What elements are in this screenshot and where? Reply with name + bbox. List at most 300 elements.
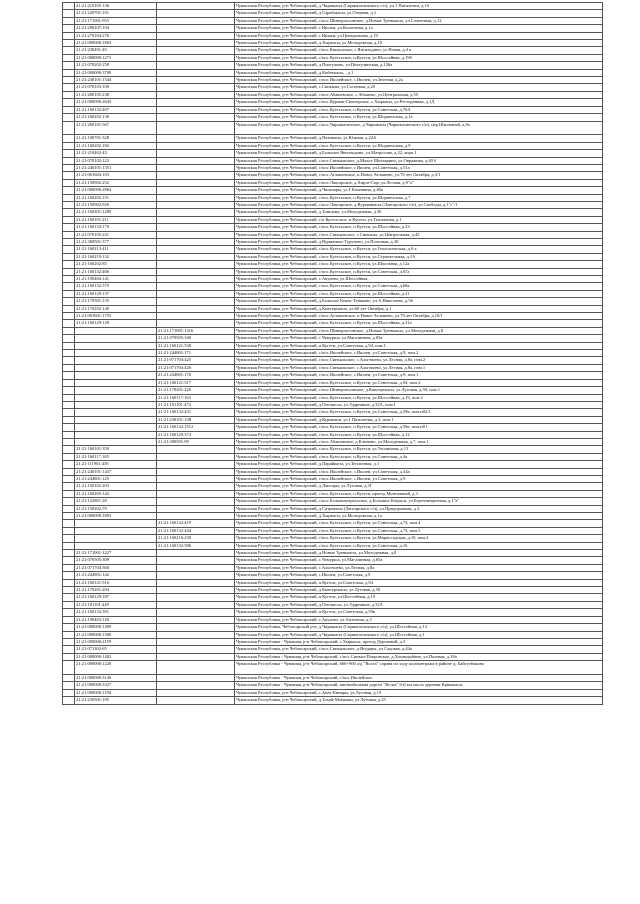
premises-cadastral-number-cell bbox=[157, 661, 235, 675]
table-row bbox=[63, 416, 603, 423]
address-cell: Чувашская Республика, р-н Чебоксарский, с/пос.Кугесьское, п.Кугеси, ул.Советская, д.16 bbox=[235, 542, 603, 549]
premises-cadastral-number-cell: 21:21:160216:230 bbox=[157, 535, 235, 542]
row-number-cell bbox=[63, 150, 75, 157]
address-cell: Чувашская Республика, р-н Чебоксарский, с.Ишаки, ул.Центральная, д.19 bbox=[235, 32, 603, 39]
address-cell: Чувашская Республика, р-н Чебоксарский, д.Хыркасы, ул.Молодежная, д.10 bbox=[235, 40, 603, 47]
address-cell: Чувашская Республика, р-н Чебоксарский, с/пос.Кугесьское, п.Кугеси, ул.Шоссейная, д.19, пом.2 bbox=[235, 394, 603, 401]
row-number-cell bbox=[63, 32, 75, 39]
premises-cadastral-number-cell: 21:21:160129:374 bbox=[157, 431, 235, 438]
row-number-cell bbox=[63, 689, 75, 696]
address-cell: Чувашская Республика, р-н Чебоксарский, д.Курмыши, ул.1 Пятилетки, д.3, пом.1 bbox=[235, 416, 603, 423]
row-number-cell bbox=[63, 697, 75, 704]
premises-cadastral-number-cell bbox=[157, 201, 235, 208]
cadastral-number-cell: 21:21:160202:182 bbox=[75, 142, 157, 149]
cadastral-number-cell: 21:21:000000:3146 bbox=[75, 674, 157, 681]
table-row bbox=[63, 283, 603, 290]
premises-cadastral-number-cell: 21:21:160132:431 bbox=[157, 409, 235, 416]
cadastral-number-cell: 21:21:000000:1500 bbox=[75, 631, 157, 638]
premises-cadastral-number-cell bbox=[157, 616, 235, 623]
premises-cadastral-number-cell bbox=[157, 609, 235, 616]
premises-cadastral-number-cell: 21:21:244801:170 bbox=[157, 372, 235, 379]
premises-cadastral-number-cell bbox=[157, 674, 235, 681]
row-number-cell bbox=[63, 69, 75, 76]
table-row bbox=[63, 54, 603, 61]
premises-cadastral-number-cell bbox=[157, 557, 235, 564]
row-number-cell bbox=[63, 268, 75, 275]
premises-cadastral-number-cell: 21:21:160132:396 bbox=[157, 542, 235, 549]
table-row bbox=[63, 498, 603, 505]
address-cell: Чувашская Республика, р-н Чебоксарский, д.Лапсары, ул.Луговая, д.5Г bbox=[235, 483, 603, 490]
row-number-cell bbox=[63, 364, 75, 371]
premises-cadastral-number-cell: 21:21:230101:138 bbox=[157, 416, 235, 423]
row-number-cell bbox=[63, 261, 75, 268]
table-row bbox=[63, 40, 603, 47]
cadastral-number-cell: 21:21:244801:125 bbox=[75, 475, 157, 482]
table-row bbox=[63, 394, 603, 401]
address-cell: Чувашская Республика, р-н Чебоксарский, с/пос.Лапсарское, д.Вурманкасы (Лапсарского с/п), ул.Свободы, д.1"г"/1 bbox=[235, 201, 603, 208]
premises-cadastral-number-cell bbox=[157, 47, 235, 54]
row-number-cell bbox=[63, 121, 75, 135]
cadastral-number-cell: 21:21:170202:140 bbox=[75, 305, 157, 312]
cadastral-number-cell bbox=[75, 350, 157, 357]
address-cell: Чувашская Республика, р-н Чебоксарский, с/пос.Синьяльское, с.Альгешево, ул.Лесная, д.8а, пом.2 bbox=[235, 357, 603, 364]
premises-cadastral-number-cell: 21:21:160117:163 bbox=[157, 394, 235, 401]
row-number-cell bbox=[63, 283, 75, 290]
premises-cadastral-number-cell: 21:21:160132:1512 bbox=[157, 424, 235, 431]
cadastral-number-cell: 21:21:122801:28 bbox=[75, 498, 157, 505]
cadastral-number-cell: 21:21:000000:2645 bbox=[75, 99, 157, 106]
row-number-cell bbox=[63, 47, 75, 54]
address-cell: Чувашская Республика, р-н Чебоксарский, д.Большое Князь-Теняково, ул.А.Николаева, д.56 bbox=[235, 298, 603, 305]
row-number-cell bbox=[63, 157, 75, 164]
address-cell: Чувашская Республика, р-н Чебоксарский, д.Тоншово, ул.Молодежная, д.30 bbox=[235, 209, 603, 216]
address-cell: Чувашская Республика, р-н Чебоксарский, с/пос.Синьяльское, д.Малое Шигаарино, ул.Овражная, д.40 б bbox=[235, 157, 603, 164]
premises-cadastral-number-cell bbox=[157, 114, 235, 121]
address-cell: Чувашская Республика, р-н Чебоксарский, с/пос.Шинерпосинское, д.Новые Тренькасы, ул.Молодежная, д.8 bbox=[235, 327, 603, 334]
table-row bbox=[63, 638, 603, 645]
cadastral-number-cell: 21:21:160202:151 bbox=[75, 194, 157, 201]
address-cell: Чувашская Республика, р-н Чебоксарский, д.Оитапосы, ул.Ударников, д.32А bbox=[235, 601, 603, 608]
premises-cadastral-number-cell bbox=[157, 69, 235, 76]
row-number-cell bbox=[63, 40, 75, 47]
premises-cadastral-number-cell bbox=[157, 305, 235, 312]
table-row bbox=[63, 164, 603, 171]
table-row bbox=[63, 490, 603, 497]
cadastral-number-cell: 21:21:160132:407 bbox=[75, 106, 157, 113]
premises-cadastral-number-cell bbox=[157, 550, 235, 557]
cadastral-number-cell: 21:21:101101:449 bbox=[75, 601, 157, 608]
table-row bbox=[63, 327, 603, 334]
address-cell: Чувашская Республика - Чувашия, р-н Чебоксарский, 666+900 а/д "Волга" справа по ходу километража в районе д. Байгулбакино bbox=[235, 661, 603, 675]
premises-cadastral-number-cell bbox=[157, 283, 235, 290]
address-cell: Чувашская Республика, р-н Чебоксарский, с.Ишлеи, ул.Советская, д.9 bbox=[235, 572, 603, 579]
table-row bbox=[63, 453, 603, 460]
row-number-cell bbox=[63, 54, 75, 61]
table-row bbox=[63, 682, 603, 689]
address-cell: Чувашская Республика, р-н Чебоксарский, д.Сятракасы (Лапсарского с/п), ул.Придорожная, д.3 bbox=[235, 505, 603, 512]
row-number-cell bbox=[63, 3, 75, 10]
premises-cadastral-number-cell bbox=[157, 25, 235, 32]
row-number-cell bbox=[63, 357, 75, 364]
cadastral-number-cell: 21:21:260101:567 bbox=[75, 121, 157, 135]
table-row bbox=[63, 697, 603, 704]
premises-cadastral-number-cell bbox=[157, 10, 235, 17]
premises-cadastral-number-cell bbox=[157, 261, 235, 268]
premises-cadastral-number-cell bbox=[157, 172, 235, 179]
table-row bbox=[63, 209, 603, 216]
address-cell: Чувашская Республика, р-н Чебоксарский, с/пос.Кугесьское, п.Кугеси, ул.Шоршелская, д.7 bbox=[235, 194, 603, 201]
address-cell: Чувашская Республика, р-н Чебоксарский, д.Тохой-Мамыши, ул.Луговая, д.25 bbox=[235, 697, 603, 704]
table-row bbox=[63, 601, 603, 608]
table-row bbox=[63, 172, 603, 179]
premises-cadastral-number-cell bbox=[157, 587, 235, 594]
cadastral-number-cell: 21:21:000000:1482 bbox=[75, 653, 157, 660]
address-cell: Чувашская Республика, р-н Чебоксарский, с/пос.Кугесьское, п.Кугеси, ул.Советская, д.59в, пом.н02/1 bbox=[235, 409, 603, 416]
table-row bbox=[63, 513, 603, 520]
cadastral-number-cell bbox=[75, 424, 157, 431]
table-row bbox=[63, 187, 603, 194]
address-cell: Чувашская Республика - Чувашия, р-н Чебоксарский, с/пос.Синьял-Покровское, д.Хохандыбино, ул.Полевая, д.18а bbox=[235, 653, 603, 660]
cadastral-number-cell: 21:21:070105:221 bbox=[75, 231, 157, 238]
table-row bbox=[63, 216, 603, 223]
row-number-cell bbox=[63, 535, 75, 542]
address-cell: Чувашская Республика, р-н Чебоксарский, с/пос.Синьяльское, д.Ягудары, ул.Садовая, д.44а bbox=[235, 646, 603, 653]
premises-cadastral-number-cell: 21:21:200501:99 bbox=[157, 438, 235, 445]
table-row bbox=[63, 62, 603, 69]
table-row bbox=[63, 357, 603, 364]
row-number-cell bbox=[63, 372, 75, 379]
cadastral-number-cell: 21:21:170501:135 bbox=[75, 298, 157, 305]
address-cell: Чувашская Республика, р-н Чебоксарский, с/пос.Кугесьское, п.Кугеси, ул.Советская, д.74, пом.5 bbox=[235, 527, 603, 534]
cadastral-number-cell bbox=[75, 520, 157, 527]
row-number-cell bbox=[63, 216, 75, 223]
table-row bbox=[63, 438, 603, 445]
table-row bbox=[63, 483, 603, 490]
table-row bbox=[63, 121, 603, 135]
row-number-cell bbox=[63, 682, 75, 689]
premises-cadastral-number-cell bbox=[157, 91, 235, 98]
cadastral-number-cell: 21:21:000000:1499 bbox=[75, 624, 157, 631]
cadastral-number-cell: 21:21:000000:3708 bbox=[75, 69, 157, 76]
address-cell: Чувашская Республика, р-н Чебоксарский, с/пос.Шинерпосинское, д.Кивсерткасы, ул.Луговая, д.50, пом.1 bbox=[235, 387, 603, 394]
premises-cadastral-number-cell bbox=[157, 697, 235, 704]
row-number-cell bbox=[63, 653, 75, 660]
table-row bbox=[63, 550, 603, 557]
table-row bbox=[63, 409, 603, 416]
address-cell: Чувашская Республика, р-н Чебоксарский, д.Пихтулино, ул.Пихтулинская, д.126а bbox=[235, 62, 603, 69]
row-number-cell bbox=[63, 194, 75, 201]
cadastral-number-cell: 21:21:250501:195 bbox=[75, 697, 157, 704]
address-cell: Чувашская Республика, р-н Чебоксарский, д.Сарабакасы, ул.Озерная, д.1 bbox=[235, 10, 603, 17]
cadastral-number-cell: 21:21:240101:1437 bbox=[75, 468, 157, 475]
row-number-cell bbox=[63, 624, 75, 631]
address-cell: Чувашская Республика, р-н Чебоксарский, с/пос.Кугесьское, п.Кугеси, ул.Советская, д.67а bbox=[235, 268, 603, 275]
table-row bbox=[63, 401, 603, 408]
address-cell: Чувашская Республика, р-н Чебоксарский, с/пос.Кугесьское, п.Кугеси, ул.Советская, д.4а bbox=[235, 453, 603, 460]
row-number-cell bbox=[63, 424, 75, 431]
address-cell: Чувашская Республика, р-н Чебоксарский, п.Кугеси, ул.Советская, д.94, пом.1 bbox=[235, 342, 603, 349]
cadastral-number-cell: 21:21:171001:1227 bbox=[75, 550, 157, 557]
premises-cadastral-number-cell: 21:21:070505:346 bbox=[157, 335, 235, 342]
address-cell: Чувашская Республика, р-н Чебоксарский, д.Большое Янгильдино, ул.Матросова, д.22, корп.1 bbox=[235, 150, 603, 157]
table-row bbox=[63, 194, 603, 201]
address-cell: Чувашская Республика, р-н Чебоксарский, с/пос.Ишлейское, с.Ишлеи, ул.Советская, д.9, пом.1 bbox=[235, 372, 603, 379]
row-number-cell bbox=[63, 25, 75, 32]
row-number-cell bbox=[63, 609, 75, 616]
table-row bbox=[63, 91, 603, 98]
row-number-cell bbox=[63, 10, 75, 17]
premises-cadastral-number-cell: 21:21:101101:474 bbox=[157, 401, 235, 408]
row-number-cell bbox=[63, 520, 75, 527]
table-row bbox=[63, 387, 603, 394]
row-number-cell bbox=[63, 342, 75, 349]
table-row bbox=[63, 142, 603, 149]
table-row bbox=[63, 290, 603, 297]
address-cell: Чувашская Республика, р-н Чебоксарский, с/пос.Кугесьское, п.Кугеси, ул.Геологическая, д.6 а bbox=[235, 246, 603, 253]
row-number-cell bbox=[63, 201, 75, 208]
premises-cadastral-number-cell bbox=[157, 601, 235, 608]
cadastral-number-cell: 21:21:160121:516 bbox=[75, 579, 157, 586]
address-cell: Чувашская Республика, р-н Чебоксарский, д.Чиршкасы (Сирмапосинского с/п), ул.Шоссейная, д.1 bbox=[235, 631, 603, 638]
premises-cadastral-number-cell bbox=[157, 17, 235, 24]
address-cell: Чувашская Республика, р-н Чебоксарский, д.Кивсерткасы, ул.Луговая, д.50 bbox=[235, 587, 603, 594]
cadastral-number-cell bbox=[75, 387, 157, 394]
premises-cadastral-number-cell bbox=[157, 40, 235, 47]
row-number-cell bbox=[63, 490, 75, 497]
premises-cadastral-number-cell: 21:21:071704:425 bbox=[157, 357, 235, 364]
cadastral-number-cell: 21:21:160202:136 bbox=[75, 114, 157, 121]
address-cell: Чувашская Республика, р-н Чебоксарский, с.Акулево, ул.Аптечная, д.5 bbox=[235, 616, 603, 623]
cadastral-number-cell: 21:21:070202:258 bbox=[75, 62, 157, 69]
address-cell: Чувашская Республика, р-н Чебоксарский, с/пос.Ишлейское, с.Ишлеи, ул.Советская, д.9, пом.2 bbox=[235, 350, 603, 357]
cadastral-number-cell: 21:21:071302:65 bbox=[75, 646, 157, 653]
address-cell: Чувашская Республика, р-н Чебоксарский, с.Анат-Киняры, ул.Луговая, д.19 bbox=[235, 689, 603, 696]
address-cell: Чувашская Республика, р-н Чебоксарский, с/пос.Синьяльское, с.Альгешево, ул.Лесная, д.8а, пом.1 bbox=[235, 364, 603, 371]
table-row bbox=[63, 646, 603, 653]
cadastral-number-cell bbox=[75, 431, 157, 438]
premises-cadastral-number-cell bbox=[157, 3, 235, 10]
cadastral-number-cell: 21:21:000000:1273 bbox=[75, 54, 157, 61]
premises-cadastral-number-cell bbox=[157, 624, 235, 631]
table-row bbox=[63, 313, 603, 320]
premises-cadastral-number-cell bbox=[157, 231, 235, 238]
table-row bbox=[63, 424, 603, 431]
table-row bbox=[63, 446, 603, 453]
table-row bbox=[63, 3, 603, 10]
cadastral-number-cell: 21:21:160129:137 bbox=[75, 290, 157, 297]
address-cell: Чувашская Республика, р-н Чебоксарский, с/пос.Ишлейское, с.Ишлеи, ул.Советская, д.51а bbox=[235, 164, 603, 171]
cadastral-number-cell: 21:21:000000:1220 bbox=[75, 661, 157, 675]
address-cell: Чувашская Республика - Чувашия, р-н Чебоксарский, автомобильная дорога "Волга" 6-й км около деревни Крикакасы bbox=[235, 682, 603, 689]
table-row bbox=[63, 616, 603, 623]
premises-cadastral-number-cell bbox=[157, 298, 235, 305]
table-row bbox=[63, 535, 603, 542]
row-number-cell bbox=[63, 379, 75, 386]
cadastral-number-cell: 21:21:000000:1804 bbox=[75, 40, 157, 47]
premises-cadastral-number-cell: 21:21:171001:1416 bbox=[157, 327, 235, 334]
cadastral-number-cell: 21:21:160101:211 bbox=[75, 216, 157, 223]
address-cell: Чувашская Республика, р-н Чебоксарский, д.Пятикасы, ул.Южная, д.22А bbox=[235, 135, 603, 142]
row-number-cell bbox=[63, 498, 75, 505]
row-number-cell bbox=[63, 446, 75, 453]
row-number-cell bbox=[63, 431, 75, 438]
registry-body bbox=[63, 3, 603, 705]
address-cell: Чувашская Республика - Чувашия, р-н Чебоксарский, с.Хыркасы, проезд Дорожный, д.3 bbox=[235, 638, 603, 645]
address-cell: Чувашская Республика, р-н Чебоксарский, д.Вурманкас-Туруново, ул.Почтовая, д.30 bbox=[235, 238, 603, 245]
table-row bbox=[63, 99, 603, 106]
address-cell: Чувашская Республика, р-н Чебоксарский, д.Парайкасы, ул.Тепличная, д.1 bbox=[235, 461, 603, 468]
cadastral-number-cell bbox=[75, 335, 157, 342]
row-number-cell bbox=[63, 579, 75, 586]
address-cell: Чувашская Республика, р-н Чебоксарский, д.Новые Тренькасы, ул.Молодежная, д.8 bbox=[235, 550, 603, 557]
row-number-cell bbox=[63, 313, 75, 320]
cadastral-number-cell: 21:21:160213:411 bbox=[75, 246, 157, 253]
row-number-cell bbox=[63, 164, 75, 171]
premises-cadastral-number-cell bbox=[157, 77, 235, 84]
table-row bbox=[63, 47, 603, 54]
premises-cadastral-number-cell bbox=[157, 99, 235, 106]
table-row bbox=[63, 661, 603, 675]
cadastral-number-cell: 21:21:111901:436 bbox=[75, 461, 157, 468]
cadastral-number-cell: 21:21:000000:2159 bbox=[75, 638, 157, 645]
premises-cadastral-number-cell bbox=[157, 682, 235, 689]
premises-cadastral-number-cell bbox=[157, 106, 235, 113]
cadastral-number-cell bbox=[75, 535, 157, 542]
premises-cadastral-number-cell bbox=[157, 689, 235, 696]
table-row bbox=[63, 114, 603, 121]
cadastral-number-cell: 21:21:160133:170 bbox=[75, 224, 157, 231]
cadastral-number-cell: 21:21:160202:85 bbox=[75, 261, 157, 268]
address-cell: Чувашская Республика, Чебоксарский р-н, д.Чиршкасы (Сирмапосинского с/п), ул.Шоссейная, д.13 bbox=[235, 624, 603, 631]
row-number-cell bbox=[63, 557, 75, 564]
row-number-cell bbox=[63, 453, 75, 460]
premises-cadastral-number-cell bbox=[157, 253, 235, 260]
premises-cadastral-number-cell bbox=[157, 638, 235, 645]
table-row bbox=[63, 10, 603, 17]
row-number-cell bbox=[63, 564, 75, 571]
address-cell: Чувашская Республика, р-н Чебоксарский, с/пос.Кшаушское, с.Янгильдино, ул.Новая, д.4 в bbox=[235, 47, 603, 54]
table-row bbox=[63, 201, 603, 208]
cadastral-number-cell: 21:21:270104:276 bbox=[75, 32, 157, 39]
address-cell: Чувашская Республика, р-н Чебоксарский, с/пос.Лапсарское, д.Хирле-Сир, ул.Лесная, д.9"а" bbox=[235, 179, 603, 186]
cadastral-number-cell: 21:21:170201:204 bbox=[75, 587, 157, 594]
row-number-cell bbox=[63, 483, 75, 490]
premises-cadastral-number-cell bbox=[157, 564, 235, 571]
address-cell: Чувашская Республика, р-н Чебоксарский, п.Кугеси, ул.Советская, д.59в bbox=[235, 609, 603, 616]
address-cell: Чувашская Республика, р-н Чебоксарский, с/пос.Кугесьское, п.Кугеси, ул.Шоршелская, д.9 bbox=[235, 142, 603, 149]
address-cell: Чувашская Республика, р-н Чебоксарский, с/пос.Атлашевское, п.Новое Атлашево, ул.70 лет Октября, д.10/1 bbox=[235, 313, 603, 320]
address-cell: Чувашская Республика, р-н Чебоксарский, с/пос.Чиршкасинское, д.Чиршкасы (Чиршкасинского с/п), пер.Школьный, д.9а bbox=[235, 121, 603, 135]
table-row bbox=[63, 564, 603, 571]
premises-cadastral-number-cell bbox=[157, 594, 235, 601]
address-cell: Чувашская Республика, р-н Чебоксарский, с.Чемурша, ул.Магазинная, д.65а bbox=[235, 335, 603, 342]
table-row bbox=[63, 689, 603, 696]
premises-cadastral-number-cell bbox=[157, 483, 235, 490]
row-number-cell bbox=[63, 135, 75, 142]
premises-cadastral-number-cell: 21:21:170201:226 bbox=[157, 387, 235, 394]
address-cell: Чувашская Республика, р-н Чебоксарский, с/пос.Вурман-Сюктерское, с.Хыркасы, ул.Ресторанная, д.1Д bbox=[235, 99, 603, 106]
row-number-cell bbox=[63, 601, 75, 608]
premises-cadastral-number-cell: 21:21:071704:426 bbox=[157, 364, 235, 371]
cadastral-number-cell: 21:21:070103:109 bbox=[75, 84, 157, 91]
table-row bbox=[63, 505, 603, 512]
premises-cadastral-number-cell: 21:21:160121:517 bbox=[157, 379, 235, 386]
row-number-cell bbox=[63, 646, 75, 653]
premises-cadastral-number-cell bbox=[157, 135, 235, 142]
cadastral-number-cell: 21:21:244801:142 bbox=[75, 572, 157, 579]
table-row bbox=[63, 261, 603, 268]
row-number-cell bbox=[63, 394, 75, 401]
address-cell: Чувашская Республика, р-н Чебоксарский, с/пос.Абашевское, с.Абашево, ул.Центральная, д.55 bbox=[235, 91, 603, 98]
table-row bbox=[63, 542, 603, 549]
row-number-cell bbox=[63, 142, 75, 149]
row-number-cell bbox=[63, 674, 75, 681]
row-number-cell bbox=[63, 616, 75, 623]
address-cell: Чувашская Республика - Чувашия, р-н Чебоксарский, с/пос.Ишлейское bbox=[235, 674, 603, 681]
cadastral-number-cell: 21:21:220701:101 bbox=[75, 10, 157, 17]
premises-cadastral-number-cell bbox=[157, 653, 235, 660]
table-row bbox=[63, 520, 603, 527]
cadastral-number-cell bbox=[75, 364, 157, 371]
table-row bbox=[63, 253, 603, 260]
premises-cadastral-number-cell bbox=[157, 572, 235, 579]
premises-cadastral-number-cell bbox=[157, 121, 235, 135]
premises-cadastral-number-cell bbox=[157, 320, 235, 327]
row-number-cell bbox=[63, 461, 75, 468]
premises-cadastral-number-cell bbox=[157, 631, 235, 638]
row-number-cell bbox=[63, 638, 75, 645]
premises-cadastral-number-cell bbox=[157, 164, 235, 171]
cadastral-number-cell bbox=[75, 379, 157, 386]
premises-cadastral-number-cell: 21:21:160132:419 bbox=[157, 520, 235, 527]
premises-cadastral-number-cell bbox=[157, 157, 235, 164]
address-cell: Чувашская Республика, р-н Чебоксарский, с/пос.Кугесьское, п.Кугеси, ул.Советская, д.74, пом.4 bbox=[235, 520, 603, 527]
address-cell: Чувашская Республика, р-н Чебоксарский, с/пос.Ишлейское, с.Ишлеи, ул.Советская, д.44а bbox=[235, 468, 603, 475]
address-cell: Чувашская Республика, р-н Чебоксарский, с.Чемурша, ул.Магазинная, д.65а bbox=[235, 557, 603, 564]
premises-cadastral-number-cell bbox=[157, 505, 235, 512]
row-number-cell bbox=[63, 298, 75, 305]
row-number-cell bbox=[63, 335, 75, 342]
address-cell: Чувашская Республика, р-н Чебоксарский, п.Кугеси, ул.Шоссейная, д.19 bbox=[235, 594, 603, 601]
row-number-cell bbox=[63, 587, 75, 594]
table-row bbox=[63, 25, 603, 32]
premises-cadastral-number-cell bbox=[157, 313, 235, 320]
cadastral-number-cell bbox=[75, 416, 157, 423]
address-cell: Чувашская Республика, р-н Чебоксарский, с/пос.Кугесьское, п.Кугеси, проезд Монтажный, д.3 bbox=[235, 490, 603, 497]
cadastral-number-cell: 21:21:290107:104 bbox=[75, 25, 157, 32]
premises-cadastral-number-cell: 21:21:160132:444 bbox=[157, 527, 235, 534]
address-cell: Чувашская Республика, р-н Чебоксарский, с/пос.Кугесьское, п.Кугеси, ул.Шоссейная, д.21 bbox=[235, 290, 603, 297]
cadastral-number-cell: 21:21:190404:141 bbox=[75, 276, 157, 283]
premises-cadastral-number-cell bbox=[157, 194, 235, 201]
row-number-cell bbox=[63, 594, 75, 601]
cadastral-number-cell: 21:21:240101:1544 bbox=[75, 77, 157, 84]
row-number-cell bbox=[63, 290, 75, 297]
cadastral-number-cell bbox=[75, 527, 157, 534]
premises-cadastral-number-cell bbox=[157, 216, 235, 223]
cadastral-number-cell: 21:21:171001:953 bbox=[75, 17, 157, 24]
cadastral-number-cell: 21:21:150902:252 bbox=[75, 179, 157, 186]
row-number-cell bbox=[63, 409, 75, 416]
row-number-cell bbox=[63, 387, 75, 394]
row-number-cell bbox=[63, 505, 75, 512]
address-cell: Чувашская Республика, р-н Чебоксарский, с/пос.Абашевское, д.Клычево, ул.Молодежная, д.7, пом.1 bbox=[235, 438, 603, 445]
address-cell: Чувашская Республика, р-н Чебоксарский, с.Акулево, ул.Шоссейная, bbox=[235, 276, 603, 283]
premises-cadastral-number-cell bbox=[157, 453, 235, 460]
table-row bbox=[63, 572, 603, 579]
row-number-cell bbox=[63, 401, 75, 408]
cadastral-number-cell: 21:21:000000:1194 bbox=[75, 689, 157, 696]
